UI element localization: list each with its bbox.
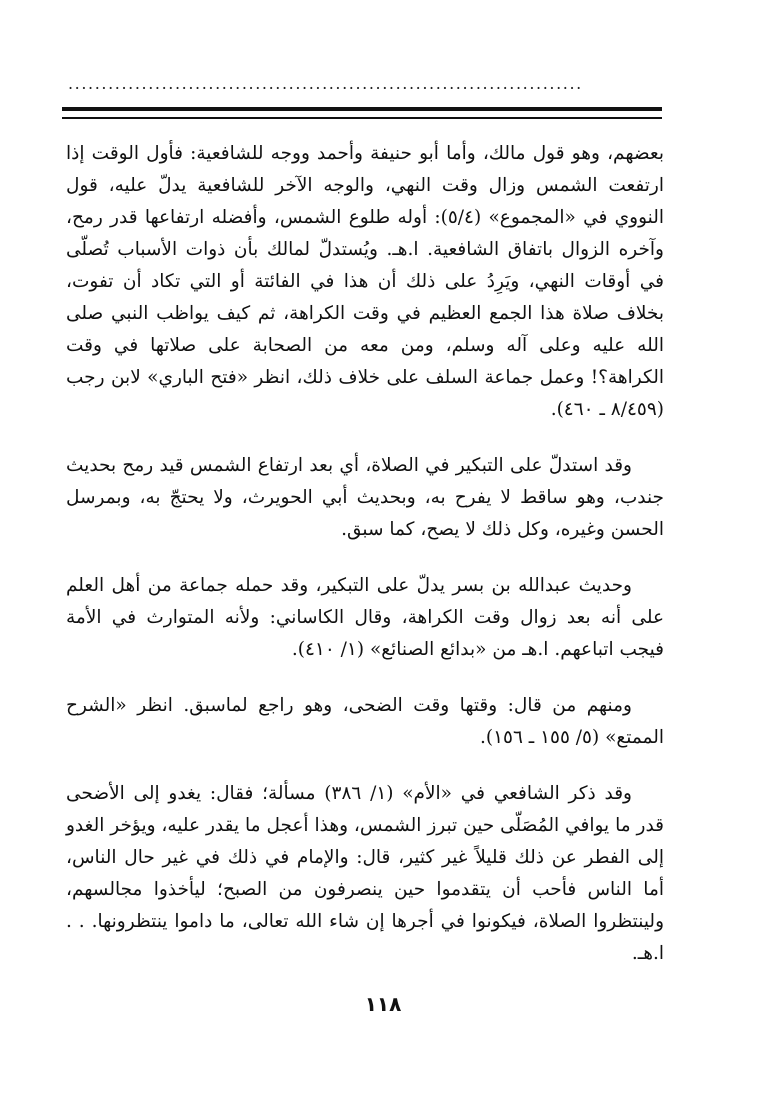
paragraph-3: وحديث عبدالله بن بسر يدلّ على التبكير، وقد حمله جماعة من أهل العلم على أنه بعد زوال وقت الكراهة، وقال الكاساني: ولأنه المتوارث في الأمة فيجب اتباعهم. ا.هـ من «بدائع الصنائع» (١/ ٤١٠). xyxy=(66,575,664,660)
paragraph-5: وقد ذكر الشافعي في «الأم» (١/ ٣٨٦) مسألة؛ فقال: يغدو إلى الأضحى قدر ما يوافي المُصَلّى حين تبرز الشمس، وهذا أعجل ما يقدر عليه، ويؤخر الغدو إلى الفطر عن ذلك قليلاً غير كثير، قال: والإمام في ذلك في غير حال الناس، أما الناس فأحب أن يتقدموا حين ينصرفون من الصبح؛ ليأخذوا مجالسهم، ولينتظروا الصلاة، فيكونوا في أجرها إن شاء الله تعالى، ما داموا ينتظرونها. . . ا.هـ. xyxy=(66,783,664,964)
header-dotted-line: ............................................................................. xyxy=(68,74,583,93)
page-body xyxy=(66,138,664,970)
paragraph-4: ومنهم من قال: وقتها وقت الضحى، وهو راجع لماسبق. انظر «الشرح الممتع» (٥/ ١٥٥ ـ ١٥٦). xyxy=(66,695,664,748)
page-number: ١١٨ xyxy=(364,992,402,1016)
header-rule-thick xyxy=(62,107,662,111)
header-rule-thin xyxy=(62,117,662,119)
paragraph-1: بعضهم، وهو قول مالك، وأما أبو حنيفة وأحمد ووجه للشافعية: فأول الوقت إذا ارتفعت الشمس وزال وقت النهي، والوجه الآخر للشافعية يدلّ عليه، قول النووي في «المجموع» (٥/٤): أوله طلوع الشمس، وأفضله ارتفاعها قدر رمح، وآخره الزوال باتفاق الشافعية. ا.هـ. ويُستدلّ لمالك بأن ذوات الأسباب تُصلّى في أوقات النهي، ويَرِدُ على ذلك أن هذا في الفائتة أو التي تكاد أن تفوت، بخلاف صلاة هذا الجمع العظيم في وقت الكراهة، ثم كيف يواظب النبي صلى الله عليه وعلى آله وسلم، ومن معه من الصحابة على صلاتها في وقت الكراهة؟! وعمل جماعة السلف على خلاف ذلك، انظر «فتح الباري» لابن رجب (٨/٤٥٩ ـ ٤٦٠). xyxy=(66,143,665,420)
paragraph-2: وقد استدلّ على التبكير في الصلاة، أي بعد ارتفاع الشمس قيد رمح بحديث جندب، وهو ساقط لا يفرح به، وبحديث أبي الحويرث، ولا يحتجّ به، وبمرسل الحسن وغيره، وكل ذلك لا يصح، كما سبق. xyxy=(66,455,664,540)
